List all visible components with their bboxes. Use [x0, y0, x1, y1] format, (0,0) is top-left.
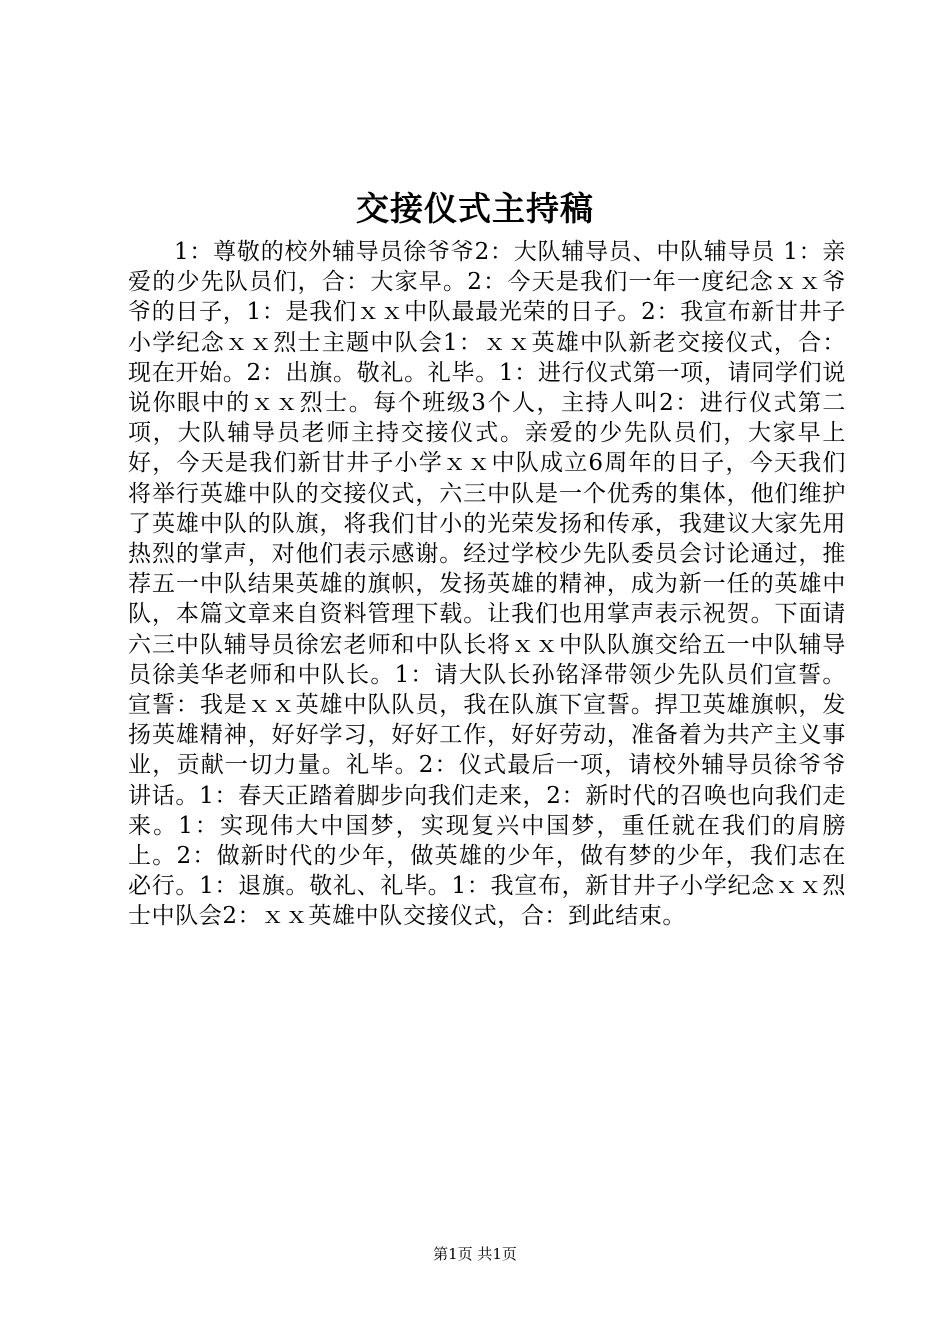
- document-body: 1：尊敬的校外辅导员徐爷爷2：大队辅导员、中队辅导员 1：亲爱的少先队员们，合：大家早。2：今天是我们一年一度纪念ｘｘ爷爷的日子，1：是我们ｘｘ中队最最光荣的日子。2：我宣布新甘井子小学纪念ｘｘ烈士主题中队会1：ｘｘ英雄中队新老交接仪式，合：现在开始。2：出旗。敬礼。礼毕。1：进行仪式第一项，请同学们说说你眼中的ｘｘ烈士。每个班级3个人，主持人叫2：进行仪式第二项，大队辅导员老师主持交接仪式。亲爱的少先队员们，大家早上好，今天是我们新甘井子小学ｘｘ中队成立6周年的日子，今天我们将举行英雄中队的交接仪式，六三中队是一个优秀的集体，他们维护了英雄中队的队旗，将我们甘小的光荣发扬和传承，我建议大家先用热烈的掌声，对他们表示感谢。经过学校少先队委员会讨论通过，推荐五一中队结果英雄的旗帜，发扬英雄的精神，成为新一任的英雄中队，本篇文章来自资料管理下载。让我们也用掌声表示祝贺。下面请六三中队辅导员徐宏老师和中队长将ｘｘ中队队旗交给五一中队辅导员徐美华老师和中队长。1：请大队长孙铭泽带领少先队员们宣誓。宣誓：我是ｘｘ英雄中队队员，我在队旗下宣誓。捍卫英雄旗帜，发扬英雄精神，好好学习，好好工作，好好劳动，准备着为共产主义事业，贡献一切力量。礼毕。2：仪式最后一项，请校外辅导员徐爷爷讲话。1：春天正踏着脚步向我们走来，2：新时代的召唤也向我们走来。1：实现伟大中国梦，实现复兴中国梦，重任就在我们的肩膀上。2：做新时代的少年，做英雄的少年，做有梦的少年，我们志在必行。1：退旗。敬礼、礼毕。1：我宣布，新甘井子小学纪念ｘｘ烈士中队会2：ｘｘ英雄中队交接仪式，合：到此结束。: [128, 239, 846, 930]
- page-number-footer: 第1页 共1页: [433, 1245, 517, 1263]
- document-title: 交接仪式主持稿: [356, 189, 594, 228]
